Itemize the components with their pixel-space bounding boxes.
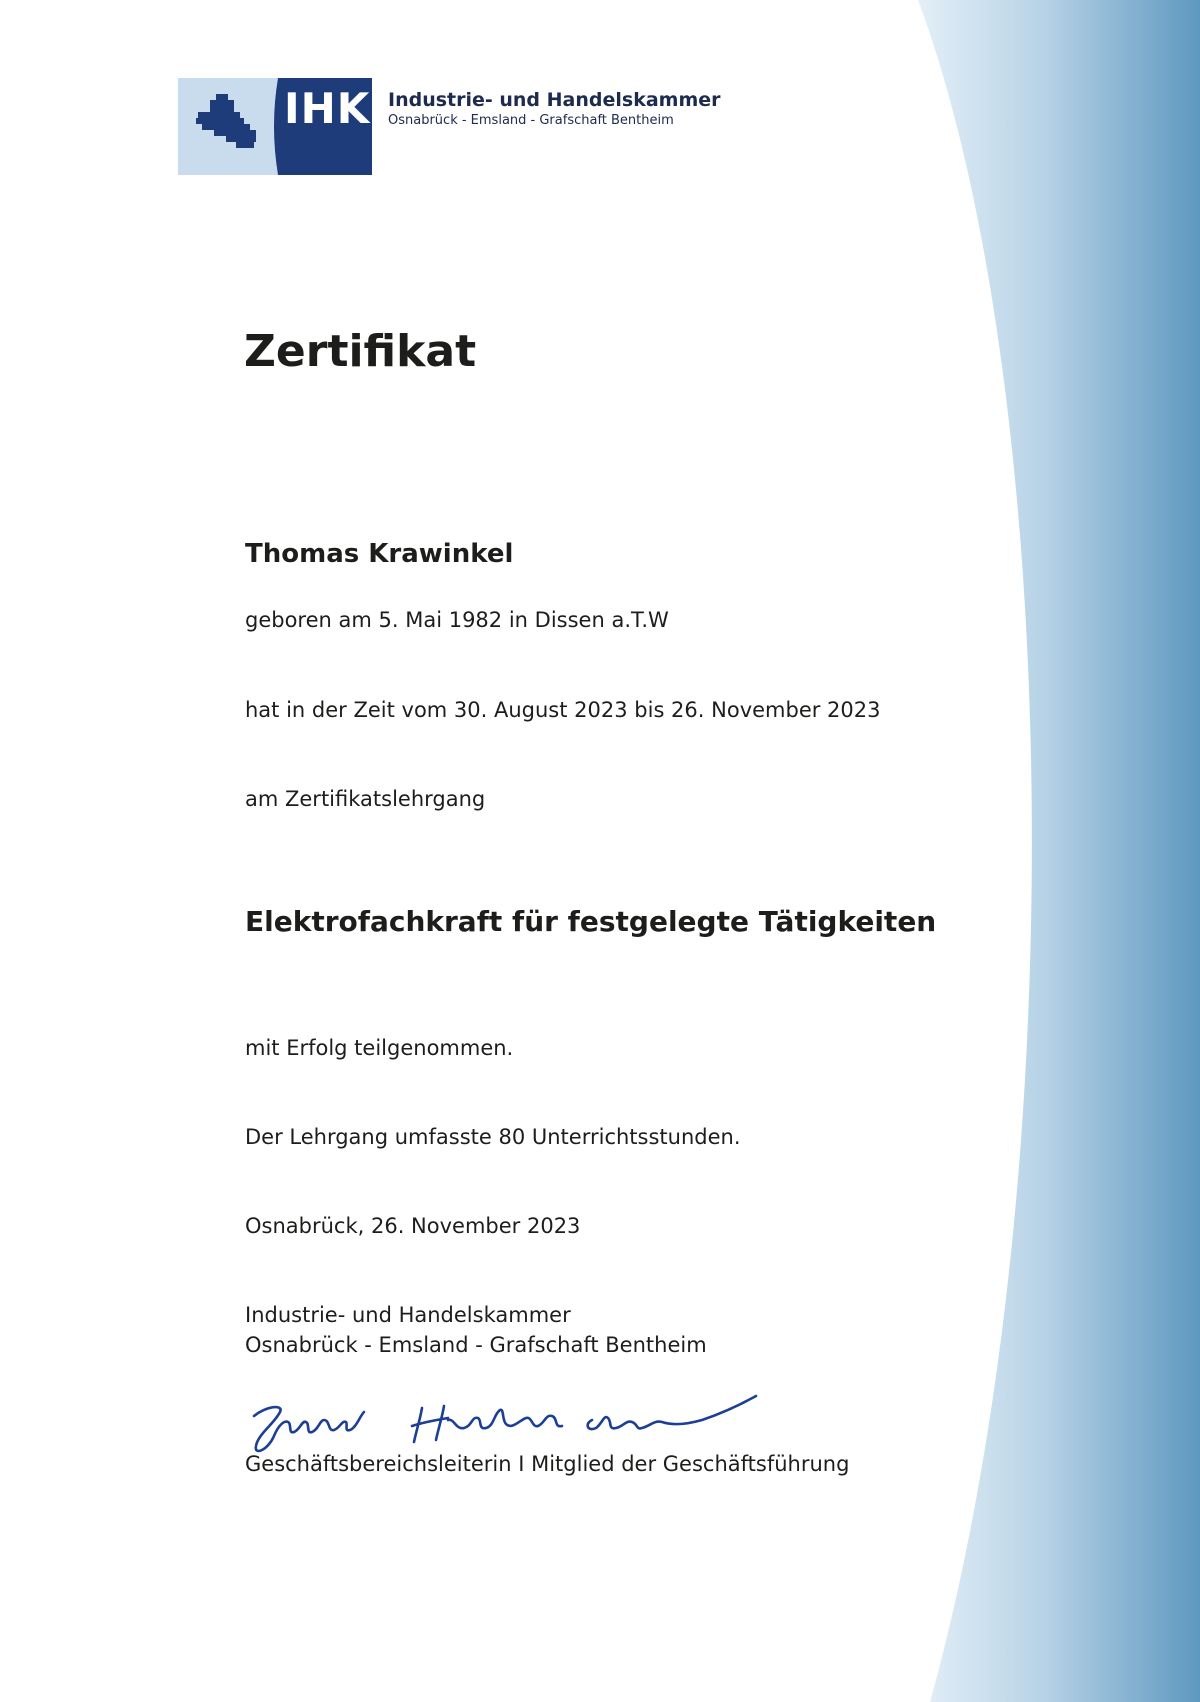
issuer-line-2: Osnabrück - Emsland - Grafschaft Bentheim: [245, 1333, 707, 1357]
recipient-name: Thomas Krawinkel: [245, 539, 514, 569]
signer-role: Geschäftsbereichsleiterin I Mitglied der Geschäftsführung: [245, 1452, 850, 1476]
handwritten-signature: [244, 1390, 784, 1458]
certificate-title: Zertifikat: [244, 326, 477, 377]
logo-abbreviation: IHK: [284, 84, 371, 133]
result-line: mit Erfolg teilgenommen.: [245, 1036, 514, 1060]
hours-line: Der Lehrgang umfasste 80 Unterrichtsstunden.: [245, 1125, 741, 1149]
place-date: Osnabrück, 26. November 2023: [245, 1214, 581, 1238]
period-line: hat in der Zeit vom 30. August 2023 bis 26. November 2023: [245, 698, 881, 722]
organization-title: Industrie- und Handelskammer: [388, 89, 721, 111]
course-intro: am Zertifikatslehrgang: [245, 787, 486, 811]
issuer-line-1: Industrie- und Handelskammer: [245, 1303, 571, 1327]
ihk-logo: [178, 78, 372, 175]
course-name: Elektrofachkraft für festgelegte Tätigkeiten: [245, 905, 937, 938]
birth-line: geboren am 5. Mai 1982 in Dissen a.T.W: [245, 608, 669, 632]
organization-region: Osnabrück - Emsland - Grafschaft Bentheim: [388, 113, 674, 128]
